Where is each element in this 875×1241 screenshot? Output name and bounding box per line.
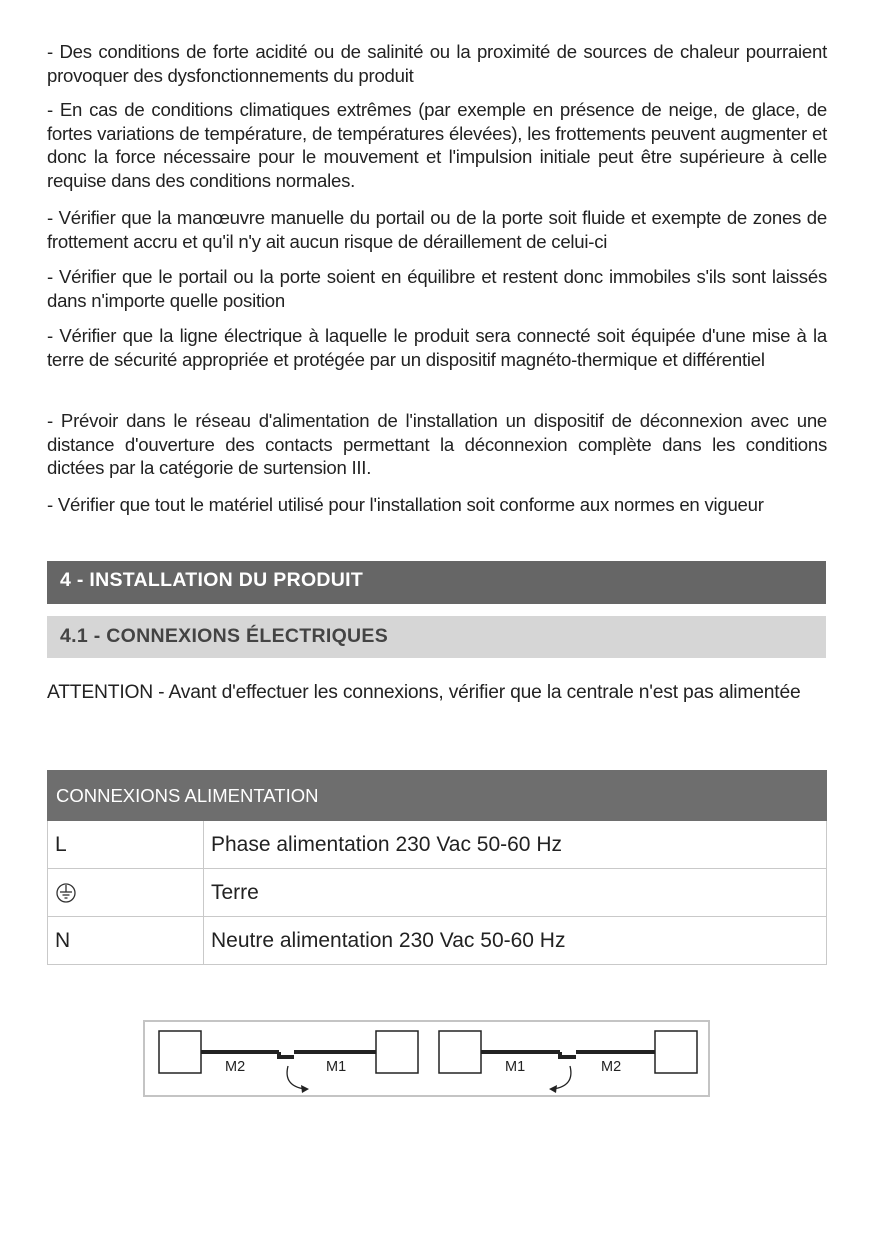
gate-diagram-svg bbox=[145, 1022, 708, 1095]
description-cell: Terre bbox=[204, 869, 827, 917]
table-row bbox=[48, 917, 827, 965]
motor-label: M1 bbox=[326, 1059, 347, 1075]
terminal-cell: N bbox=[48, 917, 204, 965]
section-heading: 4 - INSTALLATION DU PRODUIT bbox=[47, 561, 826, 604]
paragraph-balance: - Vérifier que le portail ou la porte soient en équilibre et restent donc immobiles s'ils sont laissés dans n'importe quelle position bbox=[47, 266, 827, 311]
terminal-cell: L bbox=[48, 821, 204, 869]
paragraph-climate: - En cas de conditions climatiques extrêmes (par exemple en présence de neige, de glace, de fortes variations de température, de températures élevées), les frottements peuvent augmenter et donc la force nécessaire pour le mouvement et l'impulsion initiale peut être supérieure à celle requise dans des conditions normales. bbox=[47, 99, 827, 191]
table-row bbox=[48, 869, 827, 917]
paragraph-disconnect-device: - Prévoir dans le réseau d'alimentation de l'installation un dispositif de déconnexion avec une distance d'ouverture des contacts permettant la déconnexion complète dans les conditions dictées par la catégorie de surtension III. bbox=[47, 410, 827, 478]
description-cell: Phase alimentation 230 Vac 50-60 Hz bbox=[204, 821, 827, 869]
description-cell: Neutre alimentation 230 Vac 50-60 Hz bbox=[204, 917, 827, 965]
ground-icon bbox=[55, 882, 77, 904]
rotation-arrow bbox=[287, 1066, 305, 1089]
subsection-heading: 4.1 - CONNEXIONS ÉLECTRIQUES bbox=[47, 616, 826, 658]
attention-note: ATTENTION - Avant d'effectuer les connexions, vérifier que la centrale n'est pas alimentée bbox=[47, 682, 801, 703]
table-row bbox=[48, 821, 827, 869]
paragraph-acidity: - Des conditions de forte acidité ou de salinité ou la proximité de sources de chaleur pourraient provoquer des dysfonctionnements du produit bbox=[47, 41, 827, 86]
right-gate-post bbox=[655, 1031, 697, 1073]
right-gate-post bbox=[376, 1031, 418, 1073]
paragraph-electrical-line: - Vérifier que la ligne électrique à laquelle le produit sera connecté soit équipée d'une mise à la terre de sécurité appropriée et protégée par un dispositif magnéto-thermique et différentiel bbox=[47, 325, 827, 370]
motor-label: M1 bbox=[505, 1059, 526, 1075]
table-header: CONNEXIONS ALIMENTATION bbox=[48, 771, 827, 821]
motor-label: M2 bbox=[225, 1059, 246, 1075]
rotation-arrow bbox=[553, 1066, 571, 1089]
motor-label: M2 bbox=[601, 1059, 622, 1075]
terminal-cell bbox=[48, 869, 204, 917]
table-header-row bbox=[48, 771, 827, 821]
power-connections-table bbox=[47, 770, 827, 965]
paragraph-manual-maneuver: - Vérifier que la manœuvre manuelle du portail ou de la porte soit fluide et exempte de zones de frottement accru et qu'il n'y ait aucun risque de déraillement de celui-ci bbox=[47, 207, 827, 252]
gate-motor-diagram bbox=[143, 1020, 710, 1097]
left-gate-post bbox=[439, 1031, 481, 1073]
paragraph-standards: - Vérifier que tout le matériel utilisé pour l'installation soit conforme aux normes en vigueur bbox=[47, 494, 764, 515]
left-gate-post bbox=[159, 1031, 201, 1073]
